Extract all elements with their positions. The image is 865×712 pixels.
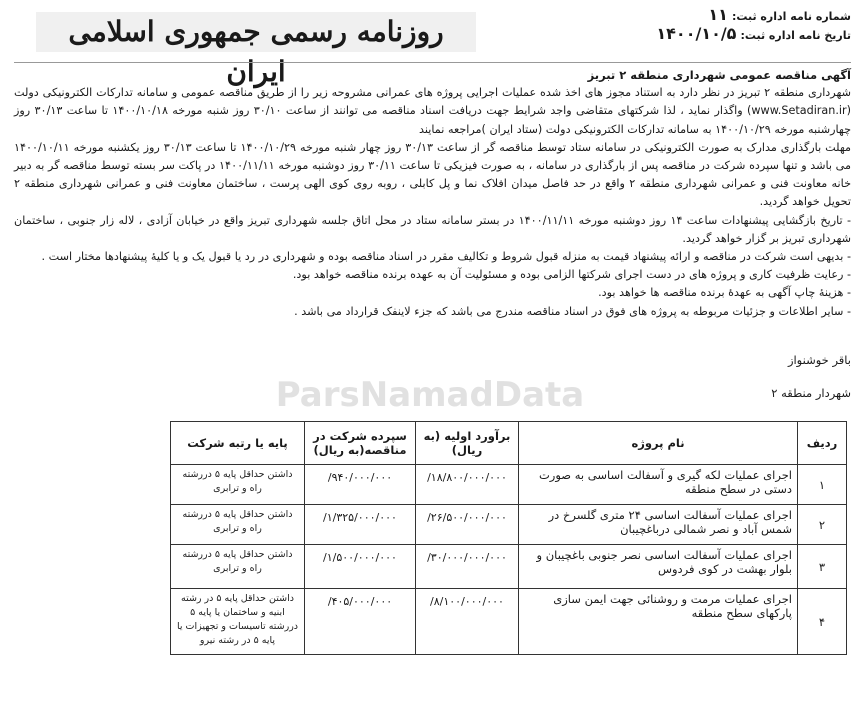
notice-paragraph: مهلت بارگذاری مدارک به صورت الکترونیکی در سامانه ستاد توسط مناقصه گر از ساعت ۳۰/۱۳ روز چهار شنبه مورخه ۱۴۰۰/۱۰/۲۹ تا ساعت ۳۰/۱۳ روز یکشنبه مورخه ۱۴۰۰/۱۰/۱۱ می باشد و تنها سپرده شرکت در مناقصه پس از بارگذاری در سامانه ، به صورت فیزیکی تا ساعت ۳۰/۱۱ روز دوشنبه مورخه ۱۴۰۰/۱۱/۱۱ در پاکت سر بسته توسط مناقصه گر به دبیر خانه معاونت فنی و عمرانی شهرداری منطقه ۲ واقع در حد فاصل میدان افلاک نما و پل کابلی ، روبه روی کوی الهی پرست ، ساختمان معاونت فنی و عمرانی شهرداری منطقه ۲ تحویل خواهد گردید.	[14, 140, 851, 209]
col-header-grade: پایه یا رتبه شرکت	[171, 422, 305, 465]
deposit-value: ۱/۵۰۰/۰۰۰/۰۰۰/	[305, 545, 416, 589]
row-number: ۴	[798, 589, 847, 655]
project-name: اجرای عملیات آسفالت اساسی ۲۴ متری گلسرخ در شمس آباد و نصر شمالی درباغچیبان	[519, 505, 798, 545]
estimate-value: ۱۸/۸۰۰/۰۰۰/۰۰۰/	[416, 465, 519, 505]
table-row	[171, 505, 847, 545]
table-row	[171, 545, 847, 589]
notice-paragraph: - هزینهٔ چاپ آگهی به عهدهٔ برنده مناقصه ها خواهد بود.	[598, 286, 851, 300]
signer-name: باقر خوشنواز	[787, 353, 851, 367]
deposit-value: ۱/۳۲۵/۰۰۰/۰۰۰/	[305, 505, 416, 545]
col-header-estimate: برآورد اولیه (به ریال)	[416, 422, 519, 465]
project-name: اجرای عملیات آسفالت اساسی نصر جنوبی باغچیبان و بلوار بهشت در کوی فردوس	[519, 545, 798, 589]
table-row	[171, 589, 847, 655]
estimate-value: ۲۶/۵۰۰/۰۰۰/۰۰۰/	[416, 505, 519, 545]
row-number: ۲	[798, 505, 847, 545]
deposit-value: ۹۴۰/۰۰۰/۰۰۰/	[305, 465, 416, 505]
registration-date: تاریخ نامه اداره ثبت:۱۴۰۰/۱۰/۵	[656, 24, 851, 43]
watermark: ParsNamadData	[275, 375, 585, 415]
registration-info	[601, 6, 851, 44]
grade-requirement: داشتن حداقل پایه ۵ دررشته راه و ترابری	[171, 545, 305, 589]
col-header-row-number: ردیف	[798, 422, 847, 465]
grade-requirement: داشتن حداقل پایه ۵ در رشته ابنیه و ساختمان یا پایه ۵ دررشته تاسیسات و تجهیزات یا پایه ۵ در رشته نیرو	[171, 589, 305, 655]
project-name: اجرای عملیات مرمت و روشنائی جهت ایمن سازی پارکهای سطح منطقه	[519, 589, 798, 655]
row-number: ۳	[798, 545, 847, 589]
signer-role: شهردار منطقه ۲	[771, 386, 851, 400]
estimate-value: ۳۰/۰۰۰/۰۰۰/۰۰۰/	[416, 545, 519, 589]
grade-requirement: داشتن حداقل پایه ۵ دررشته راه و ترابری	[171, 505, 305, 545]
header-divider	[14, 62, 851, 63]
notice-title: آگهی مناقصه عمومی شهرداری منطقه ۲ تبریز	[587, 68, 851, 82]
table-row	[171, 465, 847, 505]
newspaper-title-box	[36, 12, 476, 88]
estimate-value: ۸/۱۰۰/۰۰۰/۰۰۰/	[416, 589, 519, 655]
project-name: اجرای عملیات لکه گیری و آسفالت اساسی به صورت دستی در سطح منطقه	[519, 465, 798, 505]
notice-paragraph: - رعایت ظرفیت کاری و پروژه های در دست اجرای شرکتها الزامی بوده و مسئولیت آن به عهده برنده مناقصه خواهد بود.	[292, 268, 851, 282]
col-header-project: نام پروژه	[519, 422, 798, 465]
newspaper-title: روزنامه رسمی جمهوری اسلامی ایران	[36, 12, 476, 52]
tender-notice	[14, 66, 851, 321]
grade-requirement: داشتن حداقل پایه ۵ دررشته راه و ترابری	[171, 465, 305, 505]
registration-number: شماره نامه اداره ثبت:۱۱	[708, 5, 851, 24]
col-header-deposit: سپرده شرکت در مناقصه(به ریال)	[305, 422, 416, 465]
notice-paragraph: - سایر اطلاعات و جزئیات مربوطه به پروژه های فوق در اسناد مناقصه مندرج می باشد که جزء لاینفک قرارداد می باشد .	[294, 304, 851, 318]
table-header-row	[171, 422, 847, 465]
projects-table	[170, 421, 847, 655]
row-number: ۱	[798, 465, 847, 505]
notice-paragraph: - بدیهی است شرکت در مناقصه و ارائه پیشنهاد قیمت به منزله قبول شروط و تکالیف مقرر در اسناد مناقصه بوده و شهرداری در رد یا قبول یک و یا کلیهٔ پیشنهادها مختار است .	[41, 250, 851, 264]
notice-paragraph: - تاریخ بازگشایی پیشنهادات ساعت ۱۴ روز دوشنبه مورخه ۱۴۰۰/۱۱/۱۱ در بستر سامانه ستاد در محل اتاق جلسه شهرداری تبریز واقع در خیابان آزادی ، لاله زار جنوبی ، ساختمان شهرداری تبریز بر گزار خواهد گردید.	[14, 213, 852, 245]
deposit-value: ۴۰۵/۰۰۰/۰۰۰/	[305, 589, 416, 655]
notice-paragraph: شهرداری منطقه ۲ تبریز در نظر دارد به استناد مجوز های اخذ شده عملیات اجرایی پروژه های عمرانی مشروحه زیر را از طریق مناقصه عمومی و سامانه تدارکات الکترونیکی دولت (www.Setadiran.ir) واگذار نماید ، لذا شرکتهای متقاضی واجد شرایط جهت دریافت اسناد مناقصه می توانند از ساعت ۳۰/۱۰ روز شنبه مورخه ۱۴۰۰/۱۰/۱۸ تا ساعت ۳۰/۱۳ روز چهارشنبه مورخه ۱۴۰۰/۱۰/۲۹ به سامانه تدارکات الکترونیکی دولت (ستاد ایران )مراجعه نمایند	[14, 86, 851, 136]
